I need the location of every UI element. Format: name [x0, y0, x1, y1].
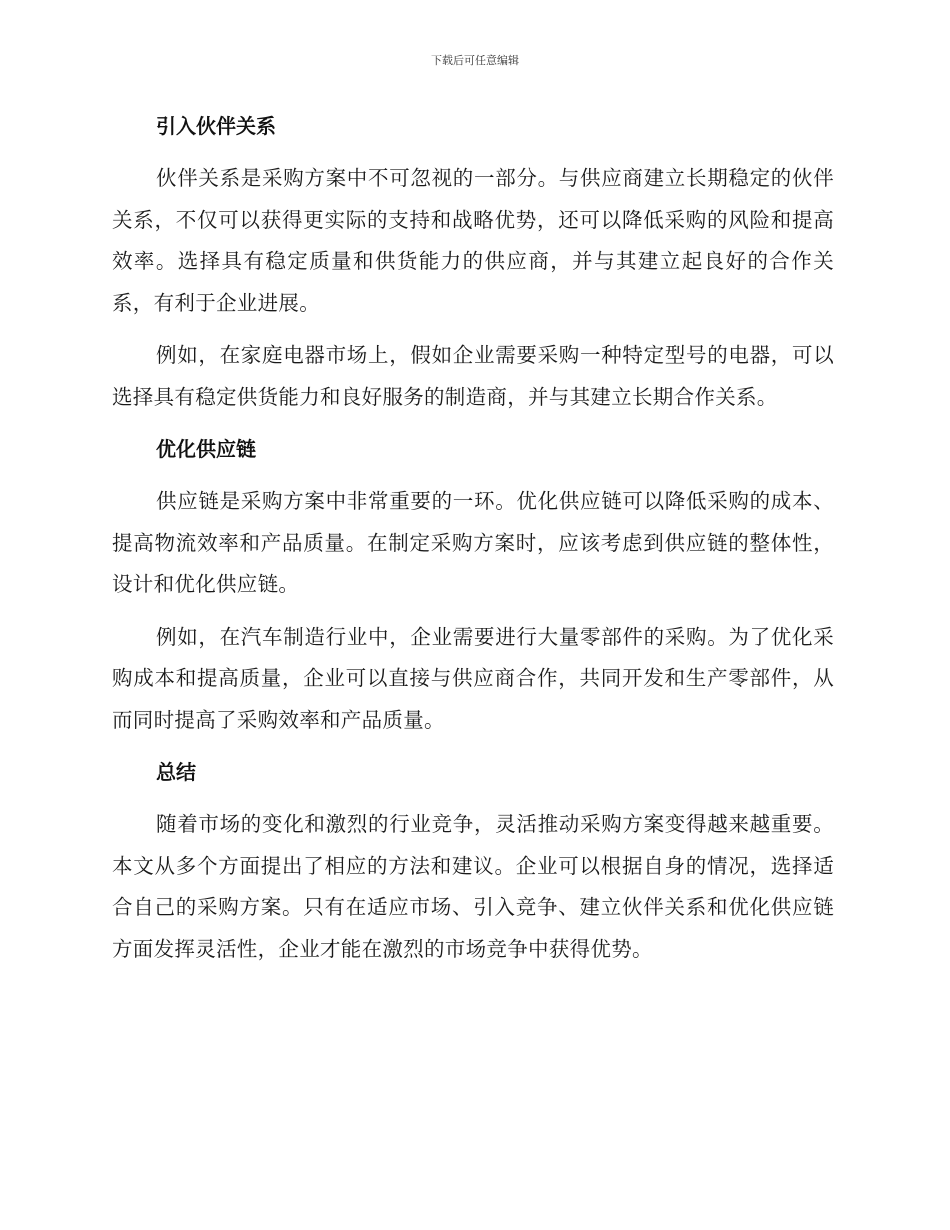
section-heading-supply-chain: 优化供应链 — [156, 437, 256, 461]
paragraph-partnership-1: 伙伴关系是采购方案中不可忽视的一部分。与供应商建立长期稳定的伙伴关系，不仅可以获得更实际的支持和战略优势，还可以降低采购的风险和提高效率。选择具有稳定质量和供货能力的供应商，并与其建立起良好的合作关系，有利于企业进展。 — [112, 166, 834, 315]
header-note: 下载后可任意编辑 — [431, 54, 519, 67]
document-body — [112, 106, 834, 970]
section-heading-summary: 总结 — [156, 760, 196, 784]
paragraph-supply-chain-1: 供应链是采购方案中非常重要的一环。优化供应链可以降低采购的成本、提高物流效率和产品质量。在制定采购方案时，应该考虑到供应链的整体性，设计和优化供应链。 — [112, 489, 834, 596]
paragraph-summary-1: 随着市场的变化和激烈的行业竞争，灵活推动采购方案变得越来越重要。本文从多个方面提出了相应的方法和建议。企业可以根据自身的情况，选择适合自己的采购方案。只有在适应市场、引入竞争、建立伙伴关系和优化供应链方面发挥灵活性，企业才能在激烈的市场竞争中获得优势。 — [112, 812, 834, 961]
paragraph-partnership-2: 例如，在家庭电器市场上，假如企业需要采购一种特定型号的电器，可以选择具有稳定供货能力和良好服务的制造商，并与其建立长期合作关系。 — [112, 343, 834, 409]
paragraph-supply-chain-2: 例如，在汽车制造行业中，企业需要进行大量零部件的采购。为了优化采购成本和提高质量，企业可以直接与供应商合作，共同开发和生产零部件，从而同时提高了采购效率和产品质量。 — [112, 624, 834, 732]
section-heading-partnership: 引入伙伴关系 — [156, 114, 276, 138]
